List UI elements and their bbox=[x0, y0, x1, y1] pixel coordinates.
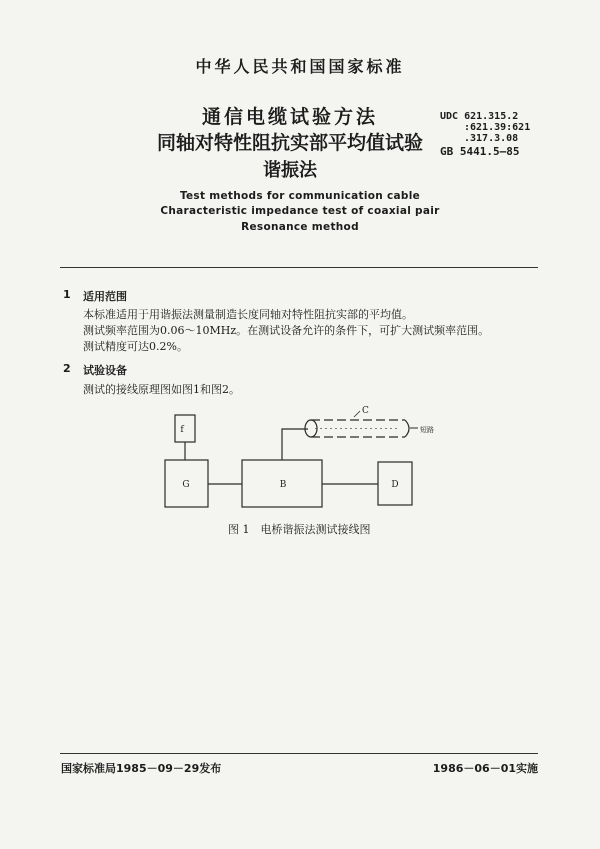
title-cn-line1: 通信电缆试验方法 bbox=[201, 106, 378, 128]
section-1-paragraph-1: 本标准适用于用谐振法测量制造长度同轴对特性阻抗实部的平均值。 bbox=[83, 308, 413, 321]
label-short: 短路 bbox=[420, 426, 434, 434]
section-2-paragraph-1: 测试的接线原理图如图1和图2。 bbox=[83, 383, 240, 396]
section-1-paragraph-3: 测试精度可达0.2%。 bbox=[83, 340, 188, 353]
national-standard-header: 中华人民共和国国家标准 bbox=[195, 57, 405, 76]
section-1-paragraph-2: 测试频率范围为0.06～10MHz。在测试设备允许的条件下，可扩大测试频率范围。 bbox=[83, 324, 490, 337]
classification-block bbox=[440, 111, 570, 157]
section-2-number: 2 bbox=[63, 362, 71, 375]
gb-number: GB 5441.5—85 bbox=[440, 145, 520, 158]
title-en-line1: Test methods for communication cable bbox=[179, 190, 421, 202]
b-cable-connection bbox=[282, 429, 308, 460]
title-en-line2: Characteristic impedance test of coaxial pair bbox=[160, 205, 440, 217]
label-g: G bbox=[182, 480, 190, 490]
bridge-resonance-diagram bbox=[150, 405, 440, 515]
title-cn-line2: 同轴对特性阻抗实部平均值试验 bbox=[156, 132, 423, 154]
section-2-title: 试验设备 bbox=[83, 364, 127, 377]
title-en-line3: Resonance method bbox=[241, 221, 359, 233]
label-d: D bbox=[391, 480, 399, 490]
bottom-divider bbox=[60, 753, 538, 754]
udc-line2: :621.39:621 bbox=[464, 122, 531, 133]
label-f: f bbox=[180, 425, 184, 435]
udc-line1: UDC 621.315.2 bbox=[440, 111, 519, 122]
udc-line3: .317.3.08 bbox=[464, 133, 519, 144]
label-c: C bbox=[362, 406, 369, 416]
label-b: B bbox=[279, 480, 287, 490]
section-1-title: 适用范围 bbox=[83, 290, 127, 303]
f-box bbox=[175, 415, 195, 442]
title-cn-line3: 谐振法 bbox=[263, 160, 317, 181]
top-divider bbox=[60, 267, 538, 268]
section-1-number: 1 bbox=[63, 288, 71, 301]
issue-date: 国家标准局1985－09－29发布 bbox=[61, 762, 222, 775]
figure-caption: 图 1 电桥谐振法测试接线图 bbox=[228, 523, 371, 536]
effective-date: 1986－06－01实施 bbox=[432, 762, 538, 775]
